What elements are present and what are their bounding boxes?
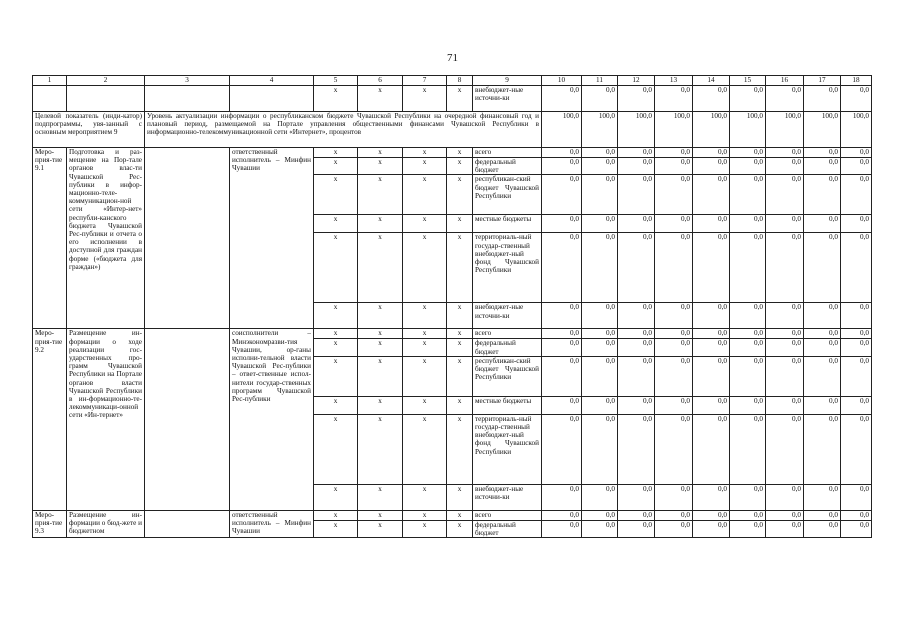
value-cell: 0,0: [766, 175, 804, 215]
value-cell: 0,0: [655, 396, 693, 414]
x-mark: x: [403, 158, 447, 175]
value-cell: 0,0: [841, 339, 872, 356]
value-cell: 0,0: [655, 484, 693, 510]
funding-source: федеральный бюджет: [473, 158, 542, 175]
table-row: [33, 510, 872, 520]
value-cell: 0,0: [730, 339, 766, 356]
value-cell: 0,0: [804, 303, 841, 329]
value-cell: 0,0: [841, 484, 872, 510]
value-cell: 0,0: [841, 329, 872, 339]
activity-label: Меро-прия-тие 9.1: [33, 148, 67, 329]
x-mark: x: [447, 510, 473, 520]
value-cell: 0,0: [618, 175, 655, 215]
value-cell: 0,0: [804, 148, 841, 158]
target-value: 100,0: [582, 112, 618, 148]
value-cell: 0,0: [618, 484, 655, 510]
value-cell: 0,0: [655, 510, 693, 520]
value-cell: 0,0: [693, 215, 730, 233]
value-cell: 0,0: [766, 86, 804, 112]
value-cell: 0,0: [804, 175, 841, 215]
value-cell: 0,0: [766, 303, 804, 329]
x-mark: x: [314, 339, 358, 356]
table-row: [33, 148, 872, 158]
header-cell: 11: [582, 76, 618, 86]
value-cell: 0,0: [804, 329, 841, 339]
header-cell: 10: [542, 76, 582, 86]
value-cell: 0,0: [542, 414, 582, 484]
value-cell: 0,0: [542, 396, 582, 414]
x-mark: x: [314, 233, 358, 303]
value-cell: 0,0: [766, 329, 804, 339]
header-cell: 4: [230, 76, 314, 86]
funding-source: местные бюджеты: [473, 396, 542, 414]
x-mark: x: [403, 329, 447, 339]
funding-source: всего: [473, 510, 542, 520]
header-cell: 14: [693, 76, 730, 86]
value-cell: 0,0: [582, 510, 618, 520]
value-cell: 0,0: [582, 414, 618, 484]
activity-label: Меро-прия-тие 9.2: [33, 329, 67, 510]
x-mark: x: [314, 86, 358, 112]
value-cell: 0,0: [655, 175, 693, 215]
value-cell: 0,0: [542, 329, 582, 339]
value-cell: 0,0: [618, 303, 655, 329]
x-mark: x: [314, 396, 358, 414]
activity-label: Меро-прия-тие 9.3: [33, 510, 67, 537]
value-cell: 0,0: [655, 215, 693, 233]
header-cell: 15: [730, 76, 766, 86]
value-cell: 0,0: [542, 484, 582, 510]
value-cell: 0,0: [841, 520, 872, 537]
value-cell: 0,0: [618, 414, 655, 484]
header-cell: 7: [403, 76, 447, 86]
x-mark: x: [447, 148, 473, 158]
x-mark: x: [447, 520, 473, 537]
x-mark: x: [447, 484, 473, 510]
value-cell: 0,0: [655, 303, 693, 329]
value-cell: 0,0: [766, 396, 804, 414]
value-cell: 0,0: [655, 356, 693, 396]
x-mark: x: [358, 158, 403, 175]
x-mark: x: [447, 414, 473, 484]
value-cell: 0,0: [542, 86, 582, 112]
header-cell: 9: [473, 76, 542, 86]
value-cell: 0,0: [693, 175, 730, 215]
x-mark: x: [358, 484, 403, 510]
funding-source: местные бюджеты: [473, 215, 542, 233]
funding-source: всего: [473, 329, 542, 339]
header-cell: 13: [655, 76, 693, 86]
header-cell: 16: [766, 76, 804, 86]
value-cell: 0,0: [766, 520, 804, 537]
value-cell: 0,0: [618, 329, 655, 339]
page-number: 71: [447, 52, 458, 64]
x-mark: x: [447, 158, 473, 175]
header-cell: 12: [618, 76, 655, 86]
value-cell: 0,0: [542, 215, 582, 233]
value-cell: 0,0: [730, 215, 766, 233]
target-value: 100,0: [766, 112, 804, 148]
header-cell: 6: [358, 76, 403, 86]
value-cell: 0,0: [542, 233, 582, 303]
x-mark: x: [403, 148, 447, 158]
value-cell: 0,0: [730, 510, 766, 520]
value-cell: 0,0: [804, 414, 841, 484]
x-mark: x: [403, 396, 447, 414]
x-mark: x: [403, 484, 447, 510]
value-cell: 0,0: [766, 148, 804, 158]
x-mark: x: [314, 510, 358, 520]
value-cell: 0,0: [766, 339, 804, 356]
value-cell: 0,0: [582, 329, 618, 339]
value-cell: 0,0: [542, 520, 582, 537]
value-cell: 0,0: [804, 233, 841, 303]
x-mark: x: [403, 215, 447, 233]
x-mark: x: [447, 303, 473, 329]
value-cell: 0,0: [655, 520, 693, 537]
x-mark: x: [314, 148, 358, 158]
value-cell: 0,0: [693, 233, 730, 303]
value-cell: 0,0: [841, 414, 872, 484]
value-cell: 0,0: [655, 233, 693, 303]
x-mark: x: [403, 520, 447, 537]
value-cell: 0,0: [582, 356, 618, 396]
value-cell: 0,0: [766, 233, 804, 303]
value-cell: 0,0: [804, 520, 841, 537]
x-mark: x: [447, 175, 473, 215]
header-cell: 18: [841, 76, 872, 86]
x-mark: x: [447, 86, 473, 112]
x-mark: x: [447, 356, 473, 396]
funding-source: внебюджет-ные источни-ки: [473, 303, 542, 329]
value-cell: 0,0: [582, 520, 618, 537]
header-cell: 1: [33, 76, 67, 86]
value-cell: 0,0: [693, 158, 730, 175]
value-cell: 0,0: [582, 215, 618, 233]
value-cell: 0,0: [730, 396, 766, 414]
value-cell: 0,0: [804, 86, 841, 112]
value-cell: 0,0: [693, 414, 730, 484]
value-cell: 0,0: [841, 86, 872, 112]
x-mark: x: [403, 339, 447, 356]
value-cell: 0,0: [618, 396, 655, 414]
value-cell: 0,0: [730, 148, 766, 158]
x-mark: x: [447, 233, 473, 303]
value-cell: 0,0: [730, 329, 766, 339]
target-value: 100,0: [618, 112, 655, 148]
funding-source: внебюджет-ные источни-ки: [473, 86, 542, 112]
value-cell: 0,0: [693, 339, 730, 356]
activity-description: Размещение ин-формации о ходе реализации гос-ударственных про-грамм Чувашской Республики на Портале органов власти Чувашской Республики в ин-формационно-те-лекоммуникаци-онной сети «Ин-тернет»: [67, 329, 145, 510]
value-cell: 0,0: [730, 303, 766, 329]
value-cell: 0,0: [841, 148, 872, 158]
target-value: 100,0: [542, 112, 582, 148]
x-mark: x: [447, 215, 473, 233]
value-cell: 0,0: [693, 520, 730, 537]
x-mark: x: [358, 303, 403, 329]
x-mark: x: [314, 215, 358, 233]
activity-description: Размещение ин-формации о бюд-жете и бюджетном: [67, 510, 145, 537]
value-cell: 0,0: [655, 148, 693, 158]
value-cell: 0,0: [618, 356, 655, 396]
funding-source: республикан-ский бюджет Чувашской Республики: [473, 175, 542, 215]
funding-source: внебюджет-ные источни-ки: [473, 484, 542, 510]
table-row: [33, 329, 872, 339]
target-value: 100,0: [655, 112, 693, 148]
value-cell: 0,0: [618, 215, 655, 233]
x-mark: x: [358, 233, 403, 303]
value-cell: 0,0: [730, 86, 766, 112]
header-cell: 3: [145, 76, 230, 86]
value-cell: 0,0: [804, 510, 841, 520]
value-cell: 0,0: [618, 148, 655, 158]
x-mark: x: [358, 520, 403, 537]
value-cell: 0,0: [655, 339, 693, 356]
value-cell: 0,0: [841, 356, 872, 396]
value-cell: 0,0: [730, 484, 766, 510]
x-mark: x: [403, 303, 447, 329]
activity-description: Подготовка и раз-мещение на Пор-тале органов влас-ти Чувашской Рес-публики в инфор-мационно-теле-коммуникацион-ной сети «Интер-нет» республи-канского бюджета Чувашской Рес-публики и отчета о его исполнении в доступной для граждан форме («бюджета для граждан»): [67, 148, 145, 329]
value-cell: 0,0: [693, 396, 730, 414]
x-mark: x: [447, 329, 473, 339]
x-mark: x: [403, 414, 447, 484]
value-cell: 0,0: [730, 158, 766, 175]
value-cell: 0,0: [655, 329, 693, 339]
value-cell: 0,0: [542, 339, 582, 356]
value-cell: 0,0: [618, 510, 655, 520]
funding-source: территориаль-ный государ-ственный внебюджет-ный фонд Чувашской Республики: [473, 414, 542, 484]
value-cell: 0,0: [804, 356, 841, 396]
x-mark: x: [403, 356, 447, 396]
target-value: 100,0: [730, 112, 766, 148]
x-mark: x: [314, 520, 358, 537]
value-cell: 0,0: [693, 86, 730, 112]
value-cell: 0,0: [766, 158, 804, 175]
value-cell: 0,0: [582, 148, 618, 158]
header-cell: 8: [447, 76, 473, 86]
value-cell: 0,0: [542, 356, 582, 396]
value-cell: 0,0: [618, 339, 655, 356]
value-cell: 0,0: [766, 215, 804, 233]
value-cell: 0,0: [766, 414, 804, 484]
value-cell: 0,0: [618, 233, 655, 303]
value-cell: 0,0: [841, 175, 872, 215]
value-cell: 0,0: [841, 396, 872, 414]
x-mark: x: [447, 339, 473, 356]
value-cell: 0,0: [730, 356, 766, 396]
x-mark: x: [314, 484, 358, 510]
x-mark: x: [403, 86, 447, 112]
value-cell: 0,0: [730, 233, 766, 303]
table-row: [33, 86, 872, 112]
value-cell: 0,0: [766, 510, 804, 520]
x-mark: x: [403, 510, 447, 520]
header-cell: 2: [67, 76, 145, 86]
activity-executor: ответственный исполнитель – Минфин Чувашии: [230, 510, 314, 537]
value-cell: 0,0: [542, 510, 582, 520]
value-cell: 0,0: [841, 158, 872, 175]
value-cell: 0,0: [693, 329, 730, 339]
x-mark: x: [358, 175, 403, 215]
x-mark: x: [314, 158, 358, 175]
activity-executor: ответственный исполнитель – Минфин Чувашии: [230, 148, 314, 329]
funding-source: всего: [473, 148, 542, 158]
x-mark: x: [314, 414, 358, 484]
value-cell: 0,0: [655, 414, 693, 484]
target-indicator-label: Целевой показатель (инди-катор) подпрограммы, увя-занный с основным мероприятием 9: [33, 112, 145, 148]
value-cell: 0,0: [542, 175, 582, 215]
value-cell: 0,0: [841, 215, 872, 233]
x-mark: x: [314, 329, 358, 339]
column-number-row: [33, 76, 872, 86]
target-indicator-text: Уровень актуализации информации о республиканском бюджете Чувашской Республики на очередной финансовый год и плановый период, размещаемой на Портале управления общественными финансами Чувашской Республики в информационно-телекоммуникационной сети «Интернет», процентов: [145, 112, 542, 148]
x-mark: x: [403, 233, 447, 303]
x-mark: x: [358, 510, 403, 520]
value-cell: 0,0: [693, 303, 730, 329]
funding-source: республикан-ский бюджет Чувашской Республики: [473, 356, 542, 396]
value-cell: 0,0: [730, 414, 766, 484]
target-value: 100,0: [693, 112, 730, 148]
activity-executor: соисполнители – Минэкономразви-тия Чувашии, ор-ганы исполни-тельной власти Чувашской Рес-публики – ответ-ственные испол-нители государ-ственных программ Чувашской Рес-публики: [230, 329, 314, 510]
funding-source: территориаль-ный государ-ственный внебюджет-ный фонд Чувашской Республики: [473, 233, 542, 303]
value-cell: 0,0: [804, 396, 841, 414]
value-cell: 0,0: [582, 158, 618, 175]
value-cell: 0,0: [582, 396, 618, 414]
funding-source: федеральный бюджет: [473, 520, 542, 537]
value-cell: 0,0: [655, 86, 693, 112]
x-mark: x: [358, 339, 403, 356]
x-mark: x: [403, 175, 447, 215]
value-cell: 0,0: [804, 339, 841, 356]
value-cell: 0,0: [766, 356, 804, 396]
value-cell: 0,0: [841, 510, 872, 520]
value-cell: 0,0: [542, 303, 582, 329]
value-cell: 0,0: [693, 356, 730, 396]
value-cell: 0,0: [693, 484, 730, 510]
target-value: 100,0: [804, 112, 841, 148]
value-cell: 0,0: [730, 175, 766, 215]
x-mark: x: [358, 396, 403, 414]
value-cell: 0,0: [693, 510, 730, 520]
value-cell: 0,0: [804, 215, 841, 233]
value-cell: 0,0: [618, 158, 655, 175]
value-cell: 0,0: [582, 339, 618, 356]
x-mark: x: [358, 148, 403, 158]
x-mark: x: [358, 329, 403, 339]
value-cell: 0,0: [730, 520, 766, 537]
header-cell: 17: [804, 76, 841, 86]
x-mark: x: [358, 86, 403, 112]
value-cell: 0,0: [618, 86, 655, 112]
target-value: 100,0: [841, 112, 872, 148]
value-cell: 0,0: [582, 86, 618, 112]
x-mark: x: [358, 215, 403, 233]
x-mark: x: [314, 303, 358, 329]
value-cell: 0,0: [841, 233, 872, 303]
value-cell: 0,0: [804, 484, 841, 510]
x-mark: x: [358, 414, 403, 484]
budget-table: [32, 75, 872, 538]
target-indicator-row: [33, 112, 872, 148]
value-cell: 0,0: [693, 148, 730, 158]
value-cell: 0,0: [655, 158, 693, 175]
value-cell: 0,0: [582, 484, 618, 510]
value-cell: 0,0: [542, 158, 582, 175]
value-cell: 0,0: [766, 484, 804, 510]
value-cell: 0,0: [582, 303, 618, 329]
value-cell: 0,0: [542, 148, 582, 158]
x-mark: x: [447, 396, 473, 414]
value-cell: 0,0: [582, 233, 618, 303]
value-cell: 0,0: [618, 520, 655, 537]
x-mark: x: [314, 175, 358, 215]
x-mark: x: [314, 356, 358, 396]
x-mark: x: [358, 356, 403, 396]
value-cell: 0,0: [804, 158, 841, 175]
header-cell: 5: [314, 76, 358, 86]
value-cell: 0,0: [582, 175, 618, 215]
value-cell: 0,0: [841, 303, 872, 329]
funding-source: федеральный бюджет: [473, 339, 542, 356]
